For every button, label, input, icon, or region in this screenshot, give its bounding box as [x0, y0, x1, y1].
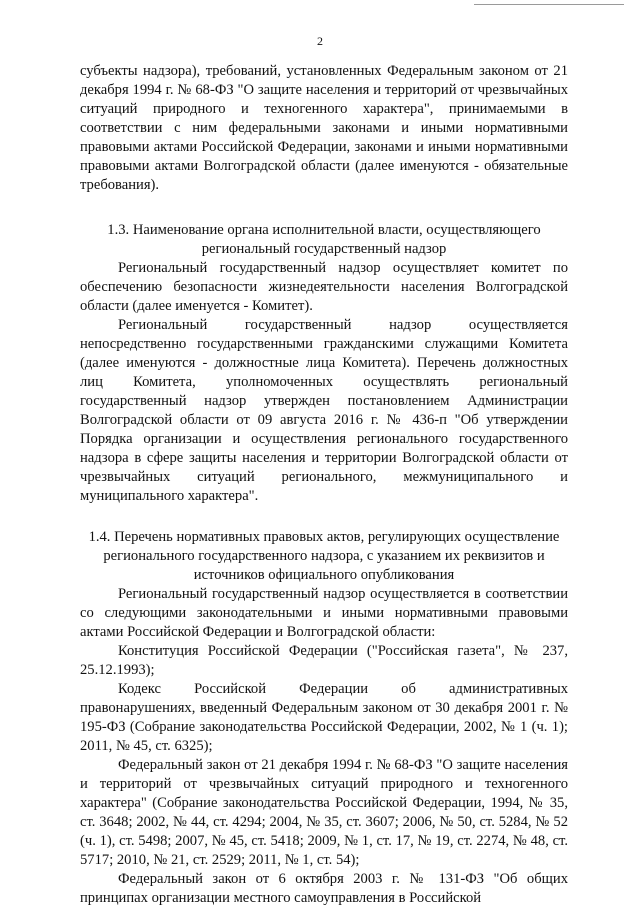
list-item-constitution: Конституция Российской Федерации ("Российская газета", № 237, 25.12.1993);: [80, 643, 568, 678]
section-heading-1-4: 1.4. Перечень нормативных правовых актов, регулирующих осуществление регионального государственного надзора, с указанием их реквизитов и источников официального опубликования: [88, 529, 560, 583]
paragraph-acts-intro: Региональный государственный надзор осуществляется в соответствии со следующими законодательными и иными нормативными правовыми актами Российской Федерации и Волгоградской области:: [80, 586, 568, 640]
top-rule: [474, 4, 624, 5]
section-heading-1-3: 1.3. Наименование органа исполнительной власти, осуществляющего региональный государственный надзор: [107, 222, 541, 257]
paragraph-officials: Региональный государственный надзор осуществляется непосредственно государственными гражданскими служащими Комитета (далее именуются - должностные лица Комитета). Перечень должностных лиц Комитета, уполномоченных осуществлять региональный государственный надзор утвержден постановлением Администрации Волгоградской области от 09 августа 2016 г. № 436-п "Об утверждении Порядка организации и осуществления регионального государственного надзора в сфере защиты населения и территории Волгоградской области от чрезвычайных ситуаций регионального, межмуниципального и муниципального характера".: [80, 317, 568, 504]
paragraph-continuation: субъекты надзора), требований, установленных Федеральным законом от 21 декабря 1994 г. № 68-ФЗ "О защите населения и территорий от чрезвычайных ситуаций природного и техногенного характера", принимаемыми в соответствии с ним федеральными законами и иными нормативными правовыми актами Российской Федерации, законами и иными нормативными правовыми актами Волгоградской области (далее именуются - обязательные требования).: [80, 63, 568, 193]
list-item-admin-code: Кодекс Российской Федерации об административных правонарушениях, введенный Федеральным законом от 30 декабря 2001 г. № 195-ФЗ (Собрание законодательства Российской Федерации, 2002, № 1 (ч. 1); 2011, № 45, ст. 6325);: [80, 681, 568, 754]
list-item-law-68: Федеральный закон от 21 декабря 1994 г. № 68-ФЗ "О защите населения и территорий от чрезвычайных ситуаций природного и техногенного характера" (Собрание законодательства Российской Федерации, 1994, № 35, ст. 3648; 2002, № 44, ст. 4294; 2004, № 35, ст. 3607; 2006, № 50, ст. 5284, № 52 (ч. 1), ст. 5498; 2007, № 45, ст. 5418; 2009, № 1, ст. 17, № 19, ст. 2274, № 48, ст. 5717; 2010, № 21, ст. 2529; 2011, № 1, ст. 54);: [80, 757, 568, 868]
page-number: 2: [317, 34, 323, 48]
paragraph-committee: Региональный государственный надзор осуществляет комитет по обеспечению безопасности жизнедеятельности населения Волгоградской области (далее именуется - Комитет).: [80, 260, 568, 314]
document-body: [80, 62, 568, 908]
list-item-law-131: Федеральный закон от 6 октября 2003 г. № 131-ФЗ "Об общих принципах организации местного самоуправления в Российской: [80, 871, 568, 906]
